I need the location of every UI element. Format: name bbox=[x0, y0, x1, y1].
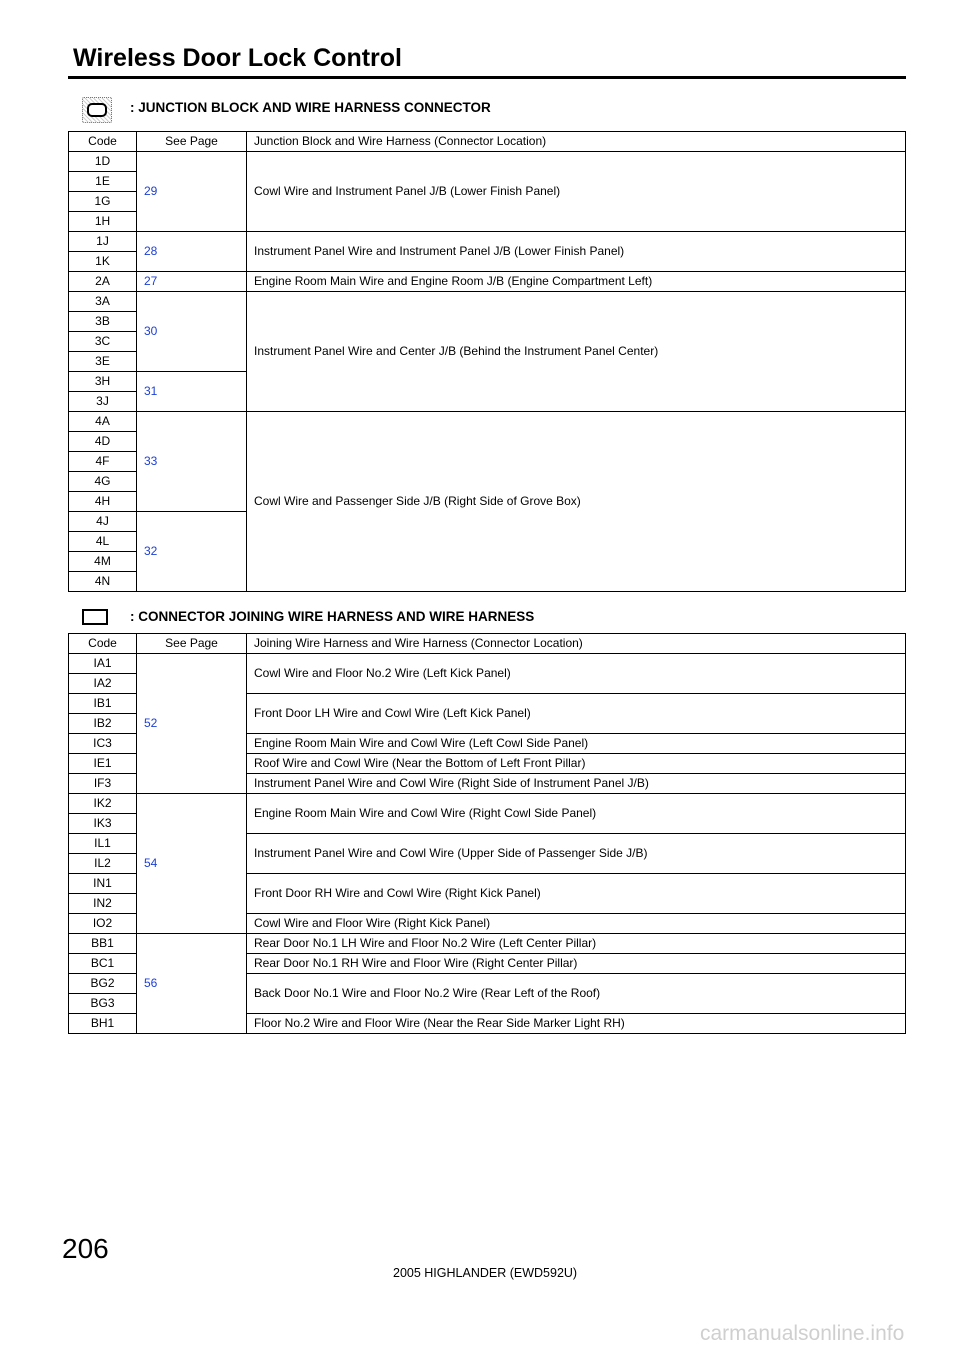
connector-location: Front Door RH Wire and Cowl Wire (Right Kick Panel) bbox=[247, 874, 906, 914]
junction-section-heading: : JUNCTION BLOCK AND WIRE HARNESS CONNECTOR bbox=[130, 100, 491, 115]
connector-code: 4D bbox=[69, 432, 137, 452]
table-row bbox=[69, 934, 906, 954]
connector-code: 3E bbox=[69, 352, 137, 372]
connector-code: 1H bbox=[69, 212, 137, 232]
connector-code: IN2 bbox=[69, 894, 137, 914]
connector-location: Front Door LH Wire and Cowl Wire (Left Kick Panel) bbox=[247, 694, 906, 734]
page-number: 206 bbox=[62, 1233, 109, 1264]
connector-code: IK3 bbox=[69, 814, 137, 834]
connector-code: 4F bbox=[69, 452, 137, 472]
connector-code: 4M bbox=[69, 552, 137, 572]
connector-code: IE1 bbox=[69, 754, 137, 774]
connector-code: IL2 bbox=[69, 854, 137, 874]
junction-block-table bbox=[68, 131, 906, 592]
connector-code: 4G bbox=[69, 472, 137, 492]
see-page-link[interactable]: 29 bbox=[137, 152, 247, 232]
connector-location: Engine Room Main Wire and Engine Room J/B (Engine Compartment Left) bbox=[247, 272, 906, 292]
connector-section-heading: : CONNECTOR JOINING WIRE HARNESS AND WIRE HARNESS bbox=[130, 609, 535, 624]
connector-location: Cowl Wire and Instrument Panel J/B (Lower Finish Panel) bbox=[247, 152, 906, 232]
connector-location: Cowl Wire and Floor Wire (Right Kick Panel) bbox=[247, 914, 906, 934]
connector-code: 4J bbox=[69, 512, 137, 532]
see-page-link[interactable]: 56 bbox=[137, 934, 247, 1034]
see-page-link[interactable]: 28 bbox=[137, 232, 247, 272]
connector-code: IA1 bbox=[69, 654, 137, 674]
connector-code: 3A bbox=[69, 292, 137, 312]
connector-code: 1G bbox=[69, 192, 137, 212]
connector-code: 3H bbox=[69, 372, 137, 392]
table-row bbox=[69, 152, 906, 172]
code-column-header: Code bbox=[69, 132, 137, 152]
connector-code: IB1 bbox=[69, 694, 137, 714]
connector-code: IF3 bbox=[69, 774, 137, 794]
watermark: carmanualsonline.info bbox=[700, 1322, 905, 1345]
connector-location: Engine Room Main Wire and Cowl Wire (Left Cowl Side Panel) bbox=[247, 734, 906, 754]
see-page-link[interactable]: 33 bbox=[137, 412, 247, 512]
connector-location: Instrument Panel Wire and Center J/B (Behind the Instrument Panel Center) bbox=[247, 292, 906, 412]
connector-location: Floor No.2 Wire and Floor Wire (Near the Rear Side Marker Light RH) bbox=[247, 1014, 906, 1034]
code-column-header: Code bbox=[69, 634, 137, 654]
see-page-link[interactable]: 31 bbox=[137, 372, 247, 412]
see-page-column-header: See Page bbox=[137, 634, 247, 654]
connector-location: Rear Door No.1 RH Wire and Floor Wire (Right Center Pillar) bbox=[247, 954, 906, 974]
connector-code: BB1 bbox=[69, 934, 137, 954]
connector-code: 3B bbox=[69, 312, 137, 332]
table-row bbox=[69, 292, 906, 312]
table-header-row bbox=[69, 634, 906, 654]
connector-code: 1E bbox=[69, 172, 137, 192]
connector-code: 1J bbox=[69, 232, 137, 252]
connector-code: IN1 bbox=[69, 874, 137, 894]
connector-code: 4N bbox=[69, 572, 137, 592]
connector-code: 1K bbox=[69, 252, 137, 272]
connector-location: Back Door No.1 Wire and Floor No.2 Wire (Rear Left of the Roof) bbox=[247, 974, 906, 1014]
connector-code: 3C bbox=[69, 332, 137, 352]
connector-location: Cowl Wire and Passenger Side J/B (Right Side of Grove Box) bbox=[247, 412, 906, 592]
connector-code: IK2 bbox=[69, 794, 137, 814]
connector-code: IC3 bbox=[69, 734, 137, 754]
connector-location: Instrument Panel Wire and Cowl Wire (Upper Side of Passenger Side J/B) bbox=[247, 834, 906, 874]
junction-block-icon bbox=[82, 97, 112, 123]
connector-code: 1D bbox=[69, 152, 137, 172]
connector-location: Instrument Panel Wire and Cowl Wire (Right Side of Instrument Panel J/B) bbox=[247, 774, 906, 794]
connector-table bbox=[68, 633, 906, 1034]
connector-code: IB2 bbox=[69, 714, 137, 734]
location-column-header: Joining Wire Harness and Wire Harness (Connector Location) bbox=[247, 634, 906, 654]
footer-model: 2005 HIGHLANDER (EWD592U) bbox=[393, 1266, 578, 1280]
connector-location: Rear Door No.1 LH Wire and Floor No.2 Wire (Left Center Pillar) bbox=[247, 934, 906, 954]
connector-code: 4H bbox=[69, 492, 137, 512]
connector-code: BG2 bbox=[69, 974, 137, 994]
connector-location: Instrument Panel Wire and Instrument Panel J/B (Lower Finish Panel) bbox=[247, 232, 906, 272]
see-page-link[interactable]: 27 bbox=[137, 272, 247, 292]
see-page-link[interactable]: 30 bbox=[137, 292, 247, 372]
connector-code: IA2 bbox=[69, 674, 137, 694]
table-row bbox=[69, 794, 906, 814]
table-row bbox=[69, 412, 906, 432]
connector-code: 4L bbox=[69, 532, 137, 552]
connector-location: Engine Room Main Wire and Cowl Wire (Right Cowl Side Panel) bbox=[247, 794, 906, 834]
see-page-column-header: See Page bbox=[137, 132, 247, 152]
connector-code: BC1 bbox=[69, 954, 137, 974]
connector-code: IO2 bbox=[69, 914, 137, 934]
connector-code: BG3 bbox=[69, 994, 137, 1014]
see-page-link[interactable]: 52 bbox=[137, 654, 247, 794]
title-rule bbox=[68, 76, 906, 79]
connector-code: 3J bbox=[69, 392, 137, 412]
connector-code: IL1 bbox=[69, 834, 137, 854]
page-title: Wireless Door Lock Control bbox=[73, 44, 402, 72]
table-row bbox=[69, 654, 906, 674]
connector-code: BH1 bbox=[69, 1014, 137, 1034]
connector-location: Cowl Wire and Floor No.2 Wire (Left Kick Panel) bbox=[247, 654, 906, 694]
connector-icon bbox=[82, 609, 108, 625]
table-row bbox=[69, 272, 906, 292]
see-page-link[interactable]: 54 bbox=[137, 794, 247, 934]
table-row bbox=[69, 232, 906, 252]
connector-code: 2A bbox=[69, 272, 137, 292]
connector-code: 4A bbox=[69, 412, 137, 432]
table-header-row bbox=[69, 132, 906, 152]
see-page-link[interactable]: 32 bbox=[137, 512, 247, 592]
connector-location: Roof Wire and Cowl Wire (Near the Bottom of Left Front Pillar) bbox=[247, 754, 906, 774]
location-column-header: Junction Block and Wire Harness (Connector Location) bbox=[247, 132, 906, 152]
